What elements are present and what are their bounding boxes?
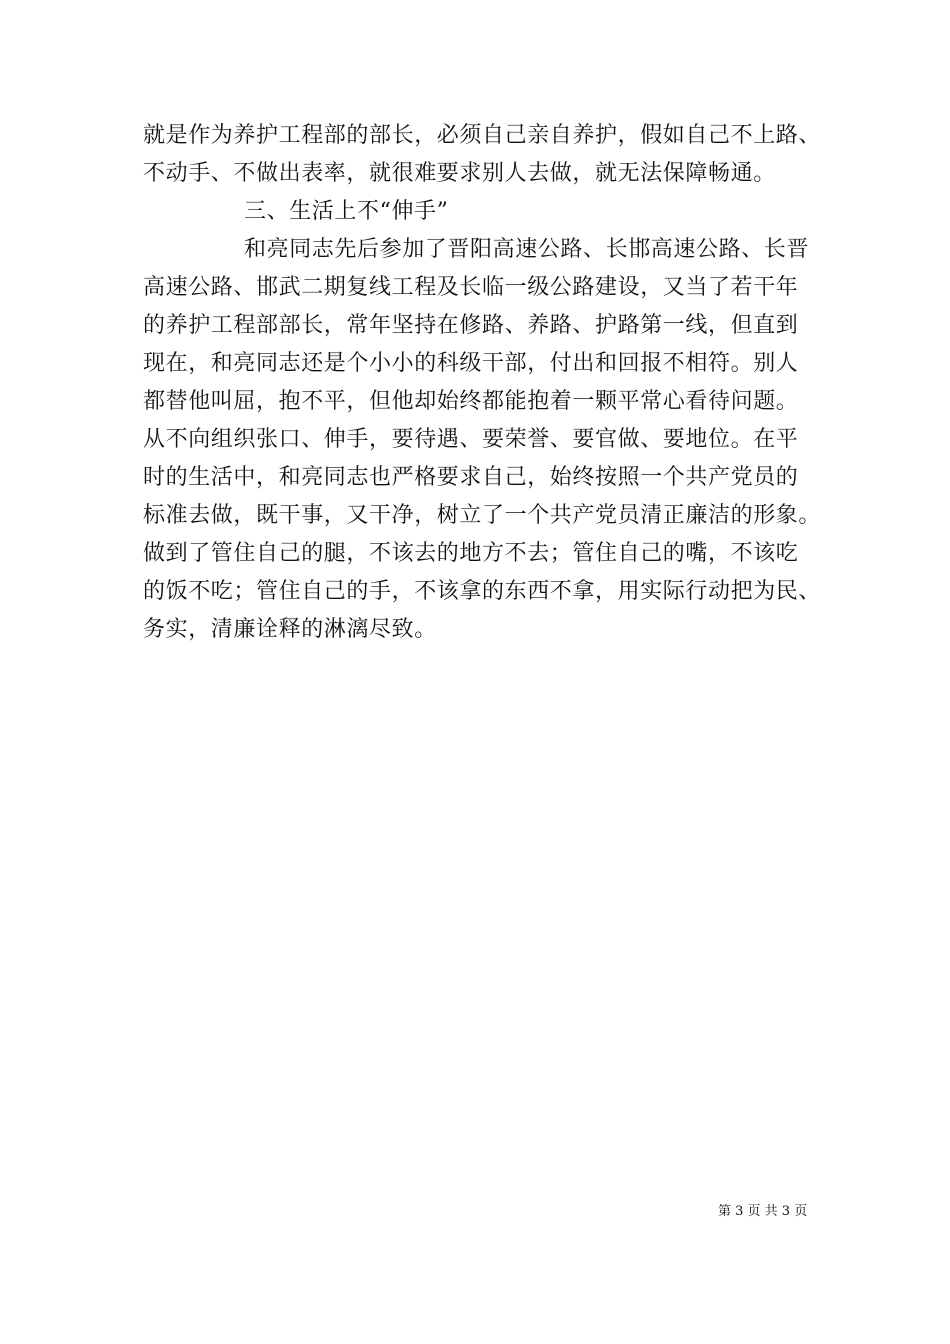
body-line-12: 做到了管住自己的腿，不该去的地方不去；管住自己的嘴，不该吃 (143, 541, 799, 566)
body-line-7: 现在，和亮同志还是个小小的科级干部，付出和回报不相符。别人 (143, 351, 799, 376)
body-line-2: 不动手、不做出表率，就很难要求别人去做，就无法保障畅通。 (143, 161, 776, 186)
body-line-14: 务实，清廉诠释的淋漓尽致。 (143, 617, 437, 642)
body-line-5: 高速公路、邯武二期复线工程及长临一级公路建设，又当了若干年 (143, 275, 799, 300)
section-heading: 三、生活上不“伸手” (244, 199, 449, 224)
body-line-10: 时的生活中，和亮同志也严格要求自己，始终按照一个共产党员的 (143, 465, 799, 490)
body-line-6: 的养护工程部部长，常年坚持在修路、养路、护路第一线，但直到 (143, 313, 799, 338)
body-line-4: 和亮同志先后参加了晋阳高速公路、长邯高速公路、长晋 (244, 237, 810, 262)
body-line-8: 都替他叫屈，抱不平，但他却始终都能抱着一颗平常心看待问题。 (143, 389, 799, 414)
body-line-13: 的饭不吃；管住自己的手，不该拿的东西不拿，用实际行动把为民、 (143, 579, 822, 604)
page-footer-indicator: 第 3 页 共 3 页 (718, 1204, 808, 1219)
body-line-1: 就是作为养护工程部的部长，必须自己亲自养护，假如自己不上路、 (143, 123, 822, 148)
body-line-9: 从不向组织张口、伸手，要待遇、要荣誉、要官做、要地位。在平 (143, 427, 799, 452)
body-line-11: 标准去做，既干事，又干净，树立了一个共产党员清正廉洁的形象。 (143, 503, 822, 528)
